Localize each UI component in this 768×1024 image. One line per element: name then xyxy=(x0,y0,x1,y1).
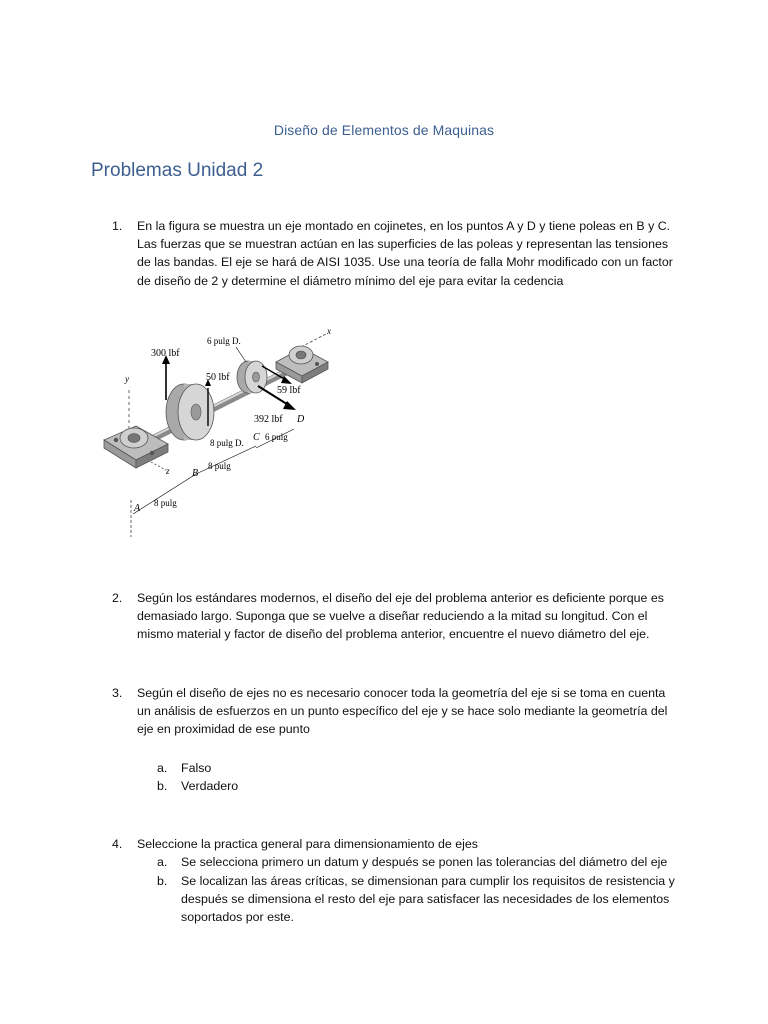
question-number: 2. xyxy=(112,591,123,605)
axis-z-label: z xyxy=(166,466,170,476)
force-50-label: 50 lbf xyxy=(206,372,230,383)
option-3b xyxy=(157,777,238,795)
pulley-c-diameter-label: 6 pulg D. xyxy=(207,336,241,346)
option-text: Falso xyxy=(181,761,212,775)
question-number: 3. xyxy=(112,686,123,700)
question-text: Según los estándares modernos, el diseño del eje del problema anterior es deficiente porque es demasiado largo. Suponga que se vuelve a diseñar reduciendo a la mitad su longitud. Con el mismo material y factor de diseño del problema anterior, encuentre el nuevo diámetro del eje. xyxy=(137,591,664,642)
option-letter: a. xyxy=(157,855,168,869)
pulley-c-leader xyxy=(236,347,246,362)
dim-8-ab-label: 8 pulg xyxy=(154,498,177,508)
option-letter: b. xyxy=(157,874,168,888)
question-1 xyxy=(112,217,682,290)
dim-8-bc-label: 8 pulg xyxy=(208,461,231,471)
shaft-figure xyxy=(96,322,346,544)
option-text: Se selecciona primero un datum y después se ponen las tolerancias del diámetro del eje xyxy=(181,855,668,869)
option-letter: a. xyxy=(157,761,168,775)
point-d-label: D xyxy=(297,414,305,425)
force-392-label: 392 lbf xyxy=(254,414,283,425)
force-59-label: 59 lbf xyxy=(277,385,301,396)
question-text: Seleccione la practica general para dimensionamiento de ejes xyxy=(137,837,478,851)
option-4a xyxy=(157,853,687,871)
question-text: Según el diseño de ejes no es necesario conocer toda la geometría del eje si se toma en cuenta un análisis de esfuerzos en un punto específico del eje y se hace solo mediante la geometría del eje en proximidad de ese punto xyxy=(137,686,668,737)
dim-6-label: 6 pulg xyxy=(265,432,288,442)
unit-heading: Problemas Unidad 2 xyxy=(91,160,264,181)
pulley-b xyxy=(166,384,214,440)
question-3 xyxy=(112,684,682,739)
question-number: 1. xyxy=(112,219,123,233)
option-4b xyxy=(157,872,682,927)
pulley-b-diameter-label: 8 pulg D. xyxy=(210,438,244,448)
question-number: 4. xyxy=(112,837,123,851)
question-2 xyxy=(112,589,682,644)
axis-y-label: y xyxy=(125,374,129,384)
x-axis-line xyxy=(301,334,326,347)
option-text: Se localizan las áreas críticas, se dimensionan para cumplir los requisitos de resistencia y después se dimensiona el resto del eje para satisfacer las necesidades de los elementos soportados por este. xyxy=(181,874,675,925)
point-a-label: A xyxy=(134,503,141,514)
question-4 xyxy=(112,835,682,853)
force-300-label: 300 lbf xyxy=(151,348,180,359)
document-title: Diseño de Elementos de Maquinas xyxy=(273,122,495,138)
z-axis-line xyxy=(151,462,166,470)
option-3a xyxy=(157,759,211,777)
option-letter: b. xyxy=(157,779,168,793)
option-text: Verdadero xyxy=(181,779,239,793)
question-text: En la figura se muestra un eje montado en cojinetes, en los puntos A y D y tiene poleas en B y C. Las fuerzas que se muestran actúan en las superficies de las poleas y representan las tensiones de las bandas. El eje se hará de AISI 1035. Use una teoría de falla Mohr modificado con un factor de diseño de 2 y determine el diámetro mínimo del eje para evitar la cedencia xyxy=(137,219,673,288)
axis-x-label: x xyxy=(327,326,331,336)
dim-line-ab xyxy=(133,474,196,514)
point-c-label: C xyxy=(253,432,260,443)
point-b-label: B xyxy=(192,468,199,479)
